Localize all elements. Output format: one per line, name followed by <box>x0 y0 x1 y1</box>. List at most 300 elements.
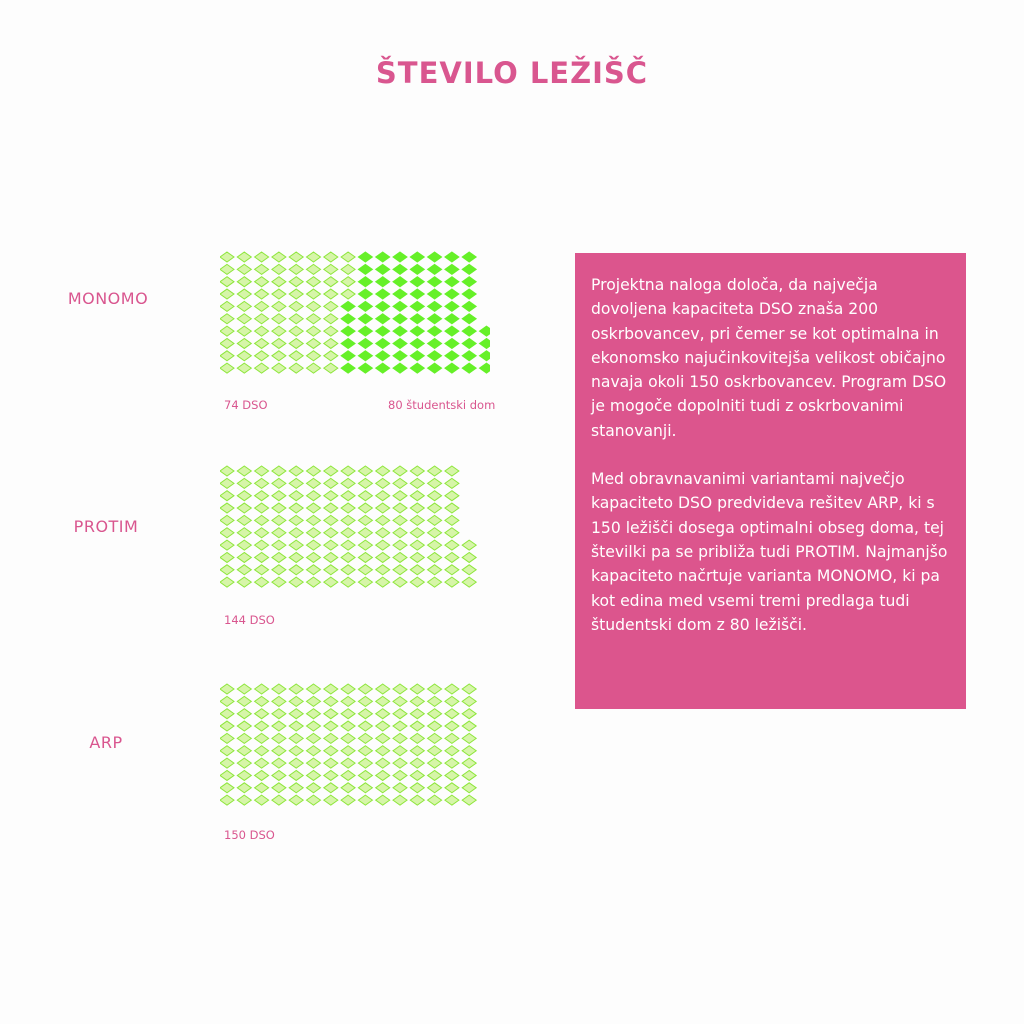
student-bed-mark <box>480 326 491 336</box>
dso-bed-mark <box>255 552 269 562</box>
dso-bed-mark <box>307 515 321 525</box>
dso-bed-mark <box>324 252 338 262</box>
dso-bed-mark <box>255 326 269 336</box>
dso-bed-mark <box>289 491 303 501</box>
dso-bed-mark <box>289 528 303 538</box>
dso-bed-mark <box>341 466 355 476</box>
dso-bed-mark <box>376 721 390 731</box>
dso-bed-mark <box>410 552 424 562</box>
dso-bed-mark <box>307 351 321 361</box>
dso-bed-mark <box>272 515 286 525</box>
dso-bed-mark <box>289 770 303 780</box>
student-bed-mark <box>428 326 442 336</box>
dso-bed-mark <box>410 721 424 731</box>
dso-bed-mark <box>307 466 321 476</box>
student-bed-mark <box>410 264 424 274</box>
dso-bed-mark <box>237 503 251 513</box>
student-bed-mark <box>445 301 459 311</box>
student-bed-mark <box>393 314 407 324</box>
dso-bed-mark <box>307 684 321 694</box>
variant-label-monomo: MONOMO <box>67 289 149 308</box>
dso-bed-mark <box>445 577 459 587</box>
dso-bed-mark <box>324 528 338 538</box>
dso-bed-mark <box>255 795 269 805</box>
dso-bed-mark <box>410 491 424 501</box>
dso-bed-mark <box>289 478 303 488</box>
dso-bed-mark <box>341 733 355 743</box>
page-title: ŠTEVILO LEŽIŠČ <box>375 56 649 90</box>
dso-bed-mark <box>445 540 459 550</box>
dso-bed-mark <box>220 314 234 324</box>
student-bed-mark <box>445 289 459 299</box>
student-bed-mark <box>462 289 476 299</box>
dso-bed-mark <box>341 540 355 550</box>
dso-bed-mark <box>255 565 269 575</box>
dso-bed-mark <box>307 478 321 488</box>
dso-bed-mark <box>307 277 321 287</box>
dso-bed-mark <box>376 709 390 719</box>
dso-bed-mark <box>237 363 251 373</box>
dso-bed-mark <box>307 577 321 587</box>
dso-bed-mark <box>307 540 321 550</box>
dso-bed-mark <box>393 770 407 780</box>
student-bed-mark <box>376 301 390 311</box>
dso-bed-mark <box>220 684 234 694</box>
dso-bed-mark <box>255 696 269 706</box>
dso-bed-mark <box>341 721 355 731</box>
dso-bed-mark <box>237 746 251 756</box>
student-bed-mark <box>358 277 372 287</box>
dso-bed-mark <box>341 758 355 768</box>
dso-bed-mark <box>220 565 234 575</box>
dso-bed-mark <box>220 264 234 274</box>
dso-bed-mark <box>237 733 251 743</box>
dso-bed-mark <box>410 758 424 768</box>
dso-bed-mark <box>255 301 269 311</box>
dso-bed-mark <box>341 746 355 756</box>
dso-bed-mark <box>428 770 442 780</box>
student-bed-mark <box>393 363 407 373</box>
dso-bed-mark <box>289 696 303 706</box>
dso-bed-mark <box>358 491 372 501</box>
student-bed-mark <box>445 252 459 262</box>
dso-bed-mark <box>272 684 286 694</box>
dso-bed-mark <box>255 277 269 287</box>
student-bed-mark <box>462 326 476 336</box>
dso-bed-mark <box>220 783 234 793</box>
dso-bed-mark <box>410 795 424 805</box>
dso-bed-mark <box>237 709 251 719</box>
dso-bed-mark <box>289 577 303 587</box>
dso-bed-mark <box>358 466 372 476</box>
dso-bed-mark <box>445 758 459 768</box>
dso-bed-mark <box>255 709 269 719</box>
student-bed-mark <box>428 252 442 262</box>
dso-bed-mark <box>220 277 234 287</box>
student-bed-mark <box>358 314 372 324</box>
dso-bed-mark <box>220 351 234 361</box>
dso-bed-mark <box>445 684 459 694</box>
dso-bed-mark <box>358 503 372 513</box>
dso-bed-mark <box>358 577 372 587</box>
dso-bed-mark <box>272 565 286 575</box>
dso-bed-mark <box>220 758 234 768</box>
dso-bed-mark <box>289 515 303 525</box>
dso-bed-mark <box>341 289 355 299</box>
dso-bed-mark <box>428 478 442 488</box>
dso-bed-mark <box>410 528 424 538</box>
dso-bed-mark <box>445 515 459 525</box>
dso-bed-mark <box>428 746 442 756</box>
dso-bed-mark <box>445 746 459 756</box>
student-bed-mark <box>376 277 390 287</box>
dso-bed-mark <box>289 466 303 476</box>
dso-bed-mark <box>237 577 251 587</box>
dso-bed-mark <box>393 478 407 488</box>
dso-bed-mark <box>324 684 338 694</box>
dso-bed-mark <box>462 565 476 575</box>
dso-bed-mark <box>445 478 459 488</box>
dso-bed-mark <box>462 746 476 756</box>
dso-bed-mark <box>358 540 372 550</box>
student-bed-mark <box>376 264 390 274</box>
student-bed-mark <box>393 338 407 348</box>
dso-bed-mark <box>255 503 269 513</box>
student-bed-mark <box>462 264 476 274</box>
student-bed-mark <box>462 363 476 373</box>
dso-bed-mark <box>324 709 338 719</box>
dso-bed-mark <box>255 733 269 743</box>
dso-bed-mark <box>410 783 424 793</box>
student-bed-mark <box>376 338 390 348</box>
student-bed-mark <box>428 363 442 373</box>
dso-bed-mark <box>393 515 407 525</box>
dso-bed-mark <box>307 363 321 373</box>
dso-bed-mark <box>255 252 269 262</box>
dso-bed-mark <box>289 363 303 373</box>
dso-bed-mark <box>376 795 390 805</box>
student-bed-mark <box>393 326 407 336</box>
student-bed-mark <box>341 326 355 336</box>
dso-bed-mark <box>307 503 321 513</box>
dso-bed-mark <box>358 795 372 805</box>
dso-bed-mark <box>237 515 251 525</box>
dso-bed-mark <box>220 733 234 743</box>
dso-bed-mark <box>393 684 407 694</box>
dso-bed-mark <box>324 577 338 587</box>
dso-bed-mark <box>393 783 407 793</box>
dso-bed-mark <box>237 783 251 793</box>
dso-bed-mark <box>428 783 442 793</box>
student-bed-mark <box>358 351 372 361</box>
dso-bed-mark <box>289 289 303 299</box>
dso-bed-mark <box>324 696 338 706</box>
dso-bed-mark <box>272 733 286 743</box>
dso-bed-mark <box>272 314 286 324</box>
student-bed-mark <box>393 277 407 287</box>
student-bed-mark <box>358 252 372 262</box>
dso-bed-mark <box>289 252 303 262</box>
dso-bed-mark <box>358 758 372 768</box>
dso-bed-mark <box>220 503 234 513</box>
dso-bed-mark <box>462 770 476 780</box>
dso-bed-mark <box>462 758 476 768</box>
dso-bed-mark <box>307 795 321 805</box>
dso-bed-mark <box>341 565 355 575</box>
dso-bed-mark <box>324 552 338 562</box>
dso-bed-mark <box>341 528 355 538</box>
dso-bed-mark <box>220 326 234 336</box>
dso-bed-mark <box>307 252 321 262</box>
dso-bed-mark <box>237 466 251 476</box>
dso-bed-mark <box>410 503 424 513</box>
dso-bed-mark <box>358 565 372 575</box>
dso-bed-mark <box>324 264 338 274</box>
student-bed-mark <box>410 314 424 324</box>
monomo-bed-grid <box>220 248 490 398</box>
dso-bed-mark <box>237 478 251 488</box>
dso-bed-mark <box>341 491 355 501</box>
student-bed-mark <box>462 252 476 262</box>
student-bed-mark <box>410 363 424 373</box>
dso-bed-mark <box>376 528 390 538</box>
dso-bed-mark <box>307 491 321 501</box>
student-bed-mark <box>410 252 424 262</box>
dso-bed-mark <box>307 746 321 756</box>
student-bed-mark <box>358 264 372 274</box>
student-bed-mark <box>410 351 424 361</box>
dso-bed-mark <box>255 515 269 525</box>
student-bed-mark <box>393 351 407 361</box>
dso-bed-mark <box>324 746 338 756</box>
dso-bed-mark <box>255 478 269 488</box>
dso-bed-mark <box>272 758 286 768</box>
dso-bed-mark <box>237 795 251 805</box>
student-bed-mark <box>358 338 372 348</box>
dso-bed-mark <box>272 277 286 287</box>
dso-bed-mark <box>358 528 372 538</box>
dso-bed-mark <box>410 770 424 780</box>
dso-bed-mark <box>410 684 424 694</box>
dso-bed-mark <box>358 478 372 488</box>
dso-bed-mark <box>289 552 303 562</box>
dso-bed-mark <box>428 577 442 587</box>
dso-bed-mark <box>445 770 459 780</box>
dso-bed-mark <box>376 515 390 525</box>
dso-bed-mark <box>272 351 286 361</box>
student-bed-mark <box>358 326 372 336</box>
dso-bed-mark <box>410 577 424 587</box>
dso-bed-mark <box>220 252 234 262</box>
student-bed-mark <box>341 363 355 373</box>
student-bed-mark <box>358 301 372 311</box>
dso-bed-mark <box>324 733 338 743</box>
dso-bed-mark <box>445 721 459 731</box>
dso-bed-mark <box>237 696 251 706</box>
dso-bed-mark <box>341 795 355 805</box>
dso-bed-mark <box>376 783 390 793</box>
protim-bed-grid <box>220 462 490 612</box>
dso-bed-mark <box>462 733 476 743</box>
student-bed-mark <box>393 264 407 274</box>
dso-bed-mark <box>358 515 372 525</box>
info-box <box>575 253 966 709</box>
dso-bed-mark <box>376 503 390 513</box>
dso-bed-mark <box>445 466 459 476</box>
dso-bed-mark <box>237 758 251 768</box>
dso-bed-mark <box>341 577 355 587</box>
student-bed-mark <box>393 289 407 299</box>
dso-bed-mark <box>237 264 251 274</box>
dso-bed-mark <box>393 565 407 575</box>
dso-bed-mark <box>445 503 459 513</box>
student-bed-mark <box>410 277 424 287</box>
dso-bed-mark <box>393 733 407 743</box>
dso-bed-mark <box>255 289 269 299</box>
student-bed-mark <box>445 264 459 274</box>
dso-bed-mark <box>376 746 390 756</box>
dso-bed-mark <box>393 528 407 538</box>
dso-bed-mark <box>324 338 338 348</box>
student-bed-mark <box>462 301 476 311</box>
dso-bed-mark <box>445 709 459 719</box>
dso-bed-mark <box>307 696 321 706</box>
dso-bed-mark <box>272 770 286 780</box>
dso-bed-mark <box>462 696 476 706</box>
student-bed-mark <box>445 351 459 361</box>
student-bed-mark <box>393 301 407 311</box>
dso-bed-mark <box>289 746 303 756</box>
dso-bed-mark <box>237 528 251 538</box>
dso-bed-mark <box>393 696 407 706</box>
dso-bed-mark <box>289 540 303 550</box>
dso-bed-mark <box>376 540 390 550</box>
dso-bed-mark <box>324 277 338 287</box>
dso-bed-mark <box>376 577 390 587</box>
dso-bed-mark <box>393 466 407 476</box>
dso-bed-mark <box>307 552 321 562</box>
student-bed-mark <box>480 338 491 348</box>
dso-bed-mark <box>237 289 251 299</box>
dso-bed-mark <box>410 466 424 476</box>
student-bed-mark <box>445 326 459 336</box>
student-bed-mark <box>462 338 476 348</box>
dso-bed-mark <box>272 552 286 562</box>
student-bed-mark <box>341 314 355 324</box>
dso-bed-mark <box>445 491 459 501</box>
dso-bed-mark <box>324 721 338 731</box>
dso-bed-mark <box>220 770 234 780</box>
dso-bed-mark <box>307 758 321 768</box>
dso-bed-mark <box>324 758 338 768</box>
student-bed-mark <box>376 252 390 262</box>
dso-bed-mark <box>307 326 321 336</box>
dso-bed-mark <box>376 770 390 780</box>
student-bed-mark <box>410 289 424 299</box>
dso-bed-mark <box>272 363 286 373</box>
dso-bed-mark <box>358 770 372 780</box>
student-bed-mark <box>480 351 491 361</box>
student-bed-mark <box>428 277 442 287</box>
monomo-dso-caption: 74 DSO <box>224 398 268 412</box>
dso-bed-mark <box>220 338 234 348</box>
dso-bed-mark <box>393 577 407 587</box>
student-bed-mark <box>428 264 442 274</box>
dso-bed-mark <box>272 709 286 719</box>
dso-bed-mark <box>324 466 338 476</box>
dso-bed-mark <box>393 503 407 513</box>
student-bed-mark <box>341 351 355 361</box>
dso-bed-mark <box>410 478 424 488</box>
dso-bed-mark <box>376 684 390 694</box>
dso-bed-mark <box>341 552 355 562</box>
arp-dso-caption: 150 DSO <box>224 828 275 842</box>
dso-bed-mark <box>358 721 372 731</box>
dso-bed-mark <box>428 733 442 743</box>
dso-bed-mark <box>289 565 303 575</box>
student-bed-mark <box>376 289 390 299</box>
dso-bed-mark <box>324 314 338 324</box>
student-bed-mark <box>410 338 424 348</box>
dso-bed-mark <box>393 491 407 501</box>
variant-label-arp: ARP <box>89 733 123 752</box>
dso-bed-mark <box>428 565 442 575</box>
dso-bed-mark <box>237 491 251 501</box>
student-bed-mark <box>428 301 442 311</box>
dso-bed-mark <box>358 709 372 719</box>
student-bed-mark <box>341 338 355 348</box>
dso-bed-mark <box>237 314 251 324</box>
dso-bed-mark <box>289 795 303 805</box>
dso-bed-mark <box>220 721 234 731</box>
dso-bed-mark <box>237 565 251 575</box>
dso-bed-mark <box>289 326 303 336</box>
dso-bed-mark <box>220 795 234 805</box>
dso-bed-mark <box>324 795 338 805</box>
dso-bed-mark <box>272 528 286 538</box>
dso-bed-mark <box>237 301 251 311</box>
dso-bed-mark <box>324 301 338 311</box>
dso-bed-mark <box>445 552 459 562</box>
dso-bed-mark <box>237 326 251 336</box>
student-bed-mark <box>358 289 372 299</box>
dso-bed-mark <box>255 746 269 756</box>
dso-bed-mark <box>255 466 269 476</box>
dso-bed-mark <box>220 491 234 501</box>
dso-bed-mark <box>445 696 459 706</box>
dso-bed-mark <box>376 552 390 562</box>
dso-bed-mark <box>220 363 234 373</box>
student-bed-mark <box>480 363 491 373</box>
info-paragraph-1: Projektna naloga določa, da največja dovoljena kapaciteta DSO znaša 200 oskrbovancev, pri čemer se kot optimalna in ekonomsko najučinkovitejša velikost običajno navaja okoli 150 oskrbovancev. Program DSO je mogoče dopolniti tudi z oskrbovanimi stanovanji. <box>591 276 947 440</box>
dso-bed-mark <box>428 528 442 538</box>
dso-bed-mark <box>237 338 251 348</box>
dso-bed-mark <box>289 709 303 719</box>
dso-bed-mark <box>237 252 251 262</box>
dso-bed-mark <box>324 289 338 299</box>
dso-bed-mark <box>410 733 424 743</box>
dso-bed-mark <box>376 565 390 575</box>
dso-bed-mark <box>324 326 338 336</box>
dso-bed-mark <box>445 795 459 805</box>
student-bed-mark <box>428 314 442 324</box>
dso-bed-mark <box>445 783 459 793</box>
dso-bed-mark <box>289 301 303 311</box>
dso-bed-mark <box>272 783 286 793</box>
dso-bed-mark <box>220 515 234 525</box>
dso-bed-mark <box>237 277 251 287</box>
dso-bed-mark <box>289 721 303 731</box>
